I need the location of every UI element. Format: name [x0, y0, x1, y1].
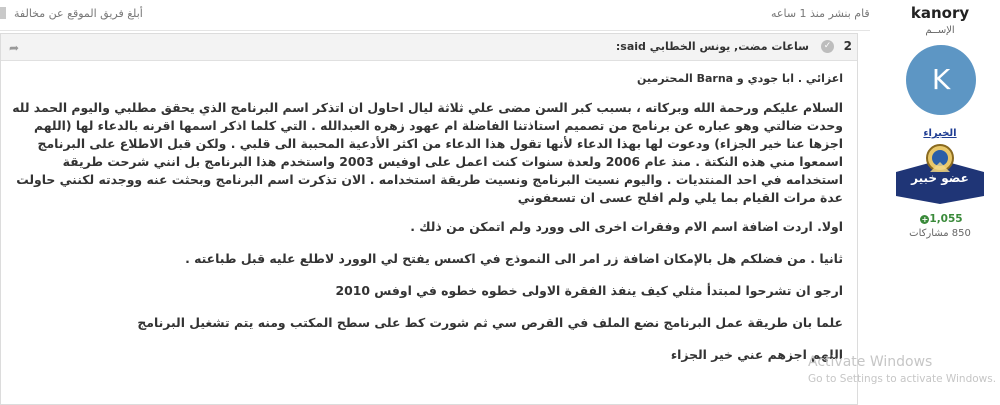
- quote-number: 2: [843, 39, 852, 53]
- post-paragraph: ارجو ان تشرحوا لمبتدأ مثلي كيف ينفذ الفقرة الاولى خطوه خطوه في اوفس 2010: [335, 283, 843, 298]
- quote-icon: ✓: [821, 40, 834, 53]
- author-name-label: الإســم: [925, 25, 955, 36]
- post-text: [11, 68, 843, 378]
- flag-icon[interactable]: [0, 7, 6, 19]
- plus-icon: +: [921, 214, 929, 224]
- activate-windows-subtitle: Go to Settings to activate Windows.: [808, 373, 997, 385]
- posted-time: قام بنشر منذ 1 ساعه: [771, 7, 870, 20]
- post-paragraph: اللهم اجزهم عني خير الجزاء: [670, 347, 843, 362]
- activate-windows-title: Activate Windows: [808, 354, 933, 370]
- post-paragraph: اولا. اردت اضافة اسم الام وفقرات اخرى الى وورد ولم اتمكن من ذلك .: [410, 219, 843, 234]
- post-greeting: اعزائي . ابا جودي و Barna المحترمين: [637, 72, 843, 85]
- author-panel: [880, 0, 1000, 400]
- posts-count: 850 مشاركات: [909, 228, 971, 239]
- avatar[interactable]: K: [906, 45, 976, 115]
- reputation-value: 1,055: [929, 213, 963, 225]
- report-post-link[interactable]: أبلغ فريق الموقع عن مخالفة: [14, 7, 143, 20]
- quote-title: ساعات مضت, يونس الخطابي said:: [615, 40, 809, 53]
- badge-label: عضو خبير: [911, 171, 969, 185]
- post-paragraph: ثانيا . من فضلكم هل بالإمكان اضافة زر امر الى النموذج في اكسس يفتح لي الوورد لاطلع عليه قبل طباعته .: [185, 251, 843, 266]
- post-meta-bar: [0, 0, 870, 31]
- post-paragraph: السلام عليكم ورحمة الله وبركاته ، بسبب كبر السن مضى علي ثلاثة ليال احاول ان اتذكر اسم البرنامج الذي يحقق مطلبي واليوم الحمد لله وحدت ضالتي وهو عباره عن برنامج من تصميم استاذتنا الفاضلة ام عهود زهره العبدالله . التي كلما اذكر اسمها اقرنه بالدعاء لها (اللهم اجزها عنا خير الجزاء) ودعوت لها بهذا الدعاء لأنها تقول هذا الدعاء من اكثر الأدعية المحببة الى قلبي . ولكن قبل الاطلاع على البرنامج اسمعوا مني هذه النكتة . منذ عام 2006 ولعدة سنوات كنت اعمل على اوفيس 2003 واستخدم هذا البرنامج بل انني شرحت طريقة استخدامه في احد المنتديات . واليوم نسيت البرنامج ونسيت طريقة استخدامه . الان تذكرت اسم البرنامج وبحثت عنه ووجدته لكنني حاولت عدة مرات القيام بما يلي ولم افلح عسى ان تسعفوني: [12, 100, 843, 205]
- post-paragraph: علما بان طريقة عمل البرنامج نضع الملف في القرص سي ثم شورت كط على سطح المكتب ومنه يتم تشغيل البرنامج: [137, 315, 843, 330]
- author-rank[interactable]: الخبراء: [923, 128, 957, 139]
- share-icon[interactable]: ➦: [9, 41, 20, 55]
- quote-header: [1, 34, 857, 61]
- reputation: [880, 213, 1000, 225]
- author-username[interactable]: kanory: [910, 4, 970, 22]
- post-content: [0, 33, 858, 405]
